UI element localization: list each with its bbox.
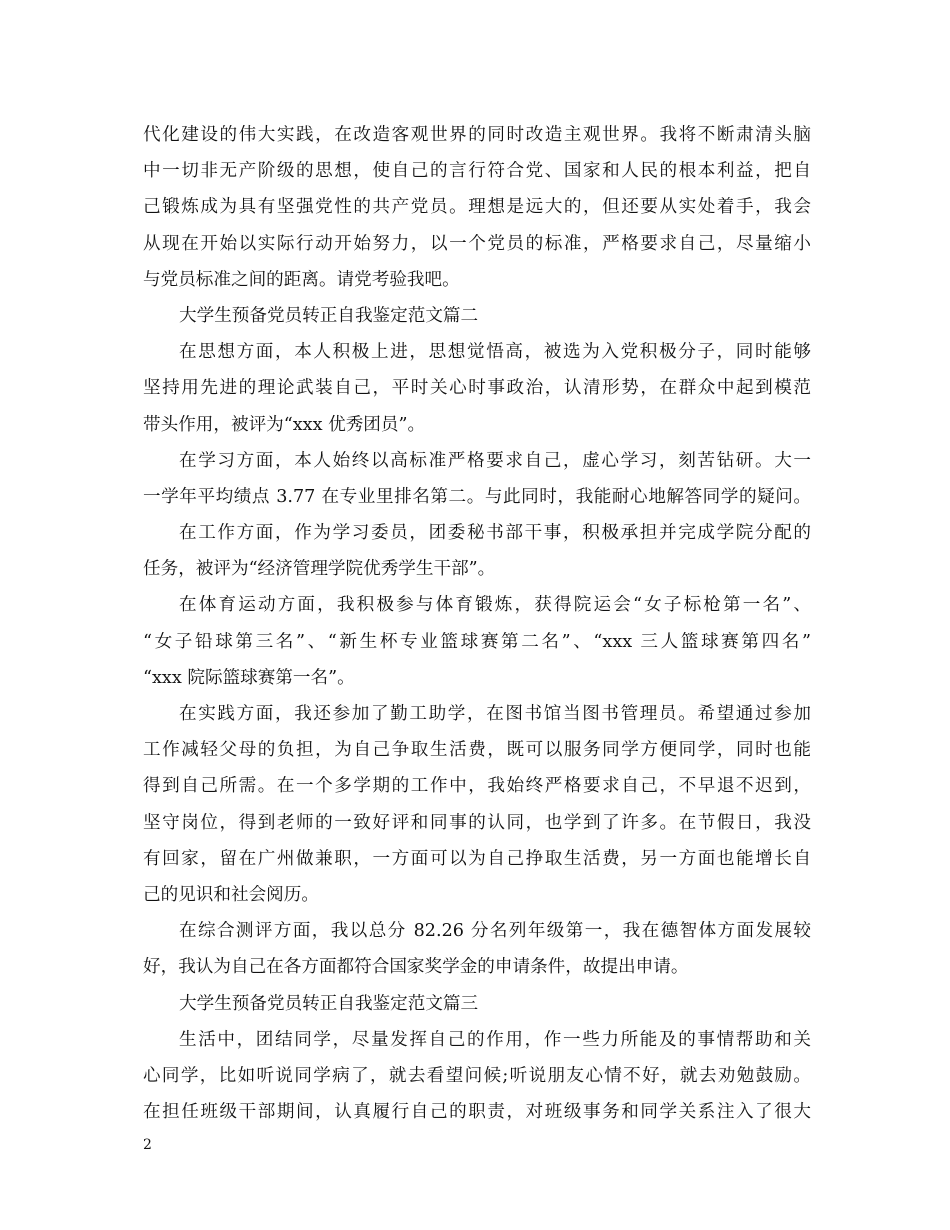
text-line: 得到自己所需。在一个多学期的工作中，我始终严格要求自己，不早退不迟到， xyxy=(143,776,811,797)
text-line: 坚持用先进的理论武装自己，平时关心时事政治，认清形势，在群众中起到模范 xyxy=(143,378,811,399)
text-line: 带头作用，被评为“xxx 优秀团员”。 xyxy=(143,414,426,435)
text-line: 好，我认为自己在各方面都符合国家奖学金的申请条件，故提出申请。 xyxy=(143,957,689,978)
text-line: 工作减轻父母的负担，为自己争取生活费，既可以服务同学方便同学，同时也能 xyxy=(143,740,811,761)
text-line: 生活中，团结同学，尽量发挥自己的作用，作一些力所能及的事情帮助和关 xyxy=(179,1029,811,1050)
text-line: 坚守岗位，得到老师的一致好评和同事的认同，也学到了许多。在节假日，我没 xyxy=(143,812,811,833)
text-line: 任务，被评为“经济管理学院优秀学生干部”。 xyxy=(143,559,496,580)
text-line: 心同学，比如听说同学病了，就去看望问候;听说朋友心情不好，就去劝勉鼓励。 xyxy=(143,1065,811,1086)
text-line: 与党员标准之间的距离。请党考验我吧。 xyxy=(143,269,460,290)
text-line: 在思想方面，本人积极上进，思想觉悟高，被选为入党积极分子，同时能够 xyxy=(179,342,811,363)
text-line: 从现在开始以实际行动开始努力，以一个党员的标准，严格要求自己，尽量缩小 xyxy=(143,233,811,254)
document-body xyxy=(143,117,811,1130)
text-line: 有回家，留在广州做兼职，一方面可以为自己挣取生活费，另一方面也能增长自 xyxy=(143,848,811,869)
page-number: 2 xyxy=(143,1137,152,1153)
text-line: 己的见识和社会阅历。 xyxy=(143,884,319,905)
text-line: 在工作方面，作为学习委员，团委秘书部干事，积极承担并完成学院分配的 xyxy=(179,523,811,544)
section-heading-2: 大学生预备党员转正自我鉴定范文篇二 xyxy=(179,305,479,326)
text-line: “女子铅球第三名”、“新生杯专业篮球赛第二名”、“xxx 三人篮球赛第四名” xyxy=(143,631,811,652)
text-line: 中一切非无产阶级的思想，使自己的言行符合党、国家和人民的根本利益，把自 xyxy=(143,161,811,182)
text-line: 己锻炼成为具有坚强党性的共产党员。理想是远大的，但还要从实处着手，我会 xyxy=(143,197,811,218)
text-line: 代化建设的伟大实践，在改造客观世界的同时改造主观世界。我将不断肃清头脑 xyxy=(143,125,811,145)
text-line: 在实践方面，我还参加了勤工助学，在图书馆当图书管理员。希望通过参加 xyxy=(179,704,811,724)
text-line: 在担任班级干部期间，认真履行自己的职责，对班级事务和同学关系注入了很大 xyxy=(143,1102,811,1123)
text-line: 在综合测评方面，我以总分 82.26 分名列年级第一，我在德智体方面发展较 xyxy=(179,921,811,942)
text-line: 一学年平均绩点 3.77 在专业里排名第二。与此同时，我能耐心地解答同学的疑问。 xyxy=(143,486,811,507)
text-line: 在学习方面，本人始终以高标准严格要求自己，虚心学习，刻苦钻研。大一 xyxy=(179,450,811,471)
text-line: “xxx 院际篮球赛第一名”。 xyxy=(143,667,355,688)
section-heading-3: 大学生预备党员转正自我鉴定范文篇三 xyxy=(179,993,479,1014)
text-line: 在体育运动方面，我积极参与体育锻炼，获得院运会“女子标枪第一名”、 xyxy=(179,595,811,616)
